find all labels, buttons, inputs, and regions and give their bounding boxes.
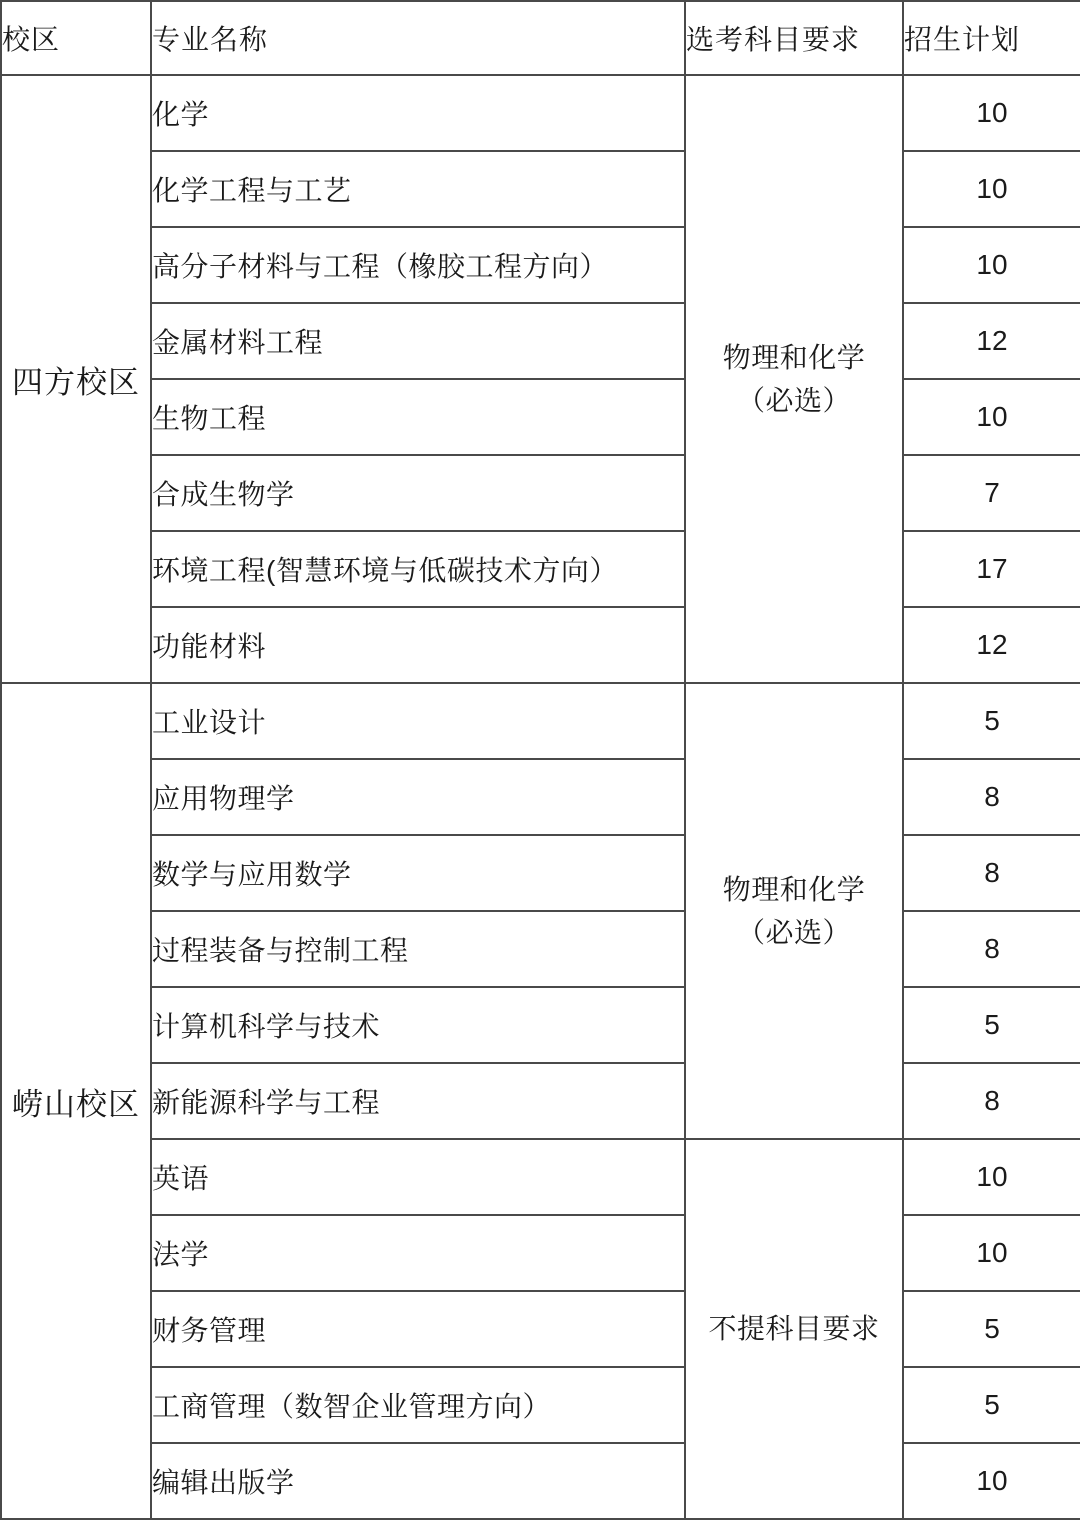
quota-cell: 12 xyxy=(903,303,1080,379)
major-cell: 工业设计 xyxy=(151,683,685,759)
table-row xyxy=(1,607,1080,683)
table-row xyxy=(1,531,1080,607)
table-row xyxy=(1,1443,1080,1519)
table-row xyxy=(1,303,1080,379)
table-row xyxy=(1,1139,1080,1215)
header-campus: 校区 xyxy=(1,1,151,75)
quota-cell: 10 xyxy=(903,75,1080,151)
subject-line-1: 物理和化学 xyxy=(722,341,866,373)
quota-cell: 5 xyxy=(903,683,1080,759)
major-cell: 过程装备与控制工程 xyxy=(151,911,685,987)
campus-cell: 崂山校区 xyxy=(1,683,151,1519)
quota-cell: 8 xyxy=(903,1063,1080,1139)
table-row xyxy=(1,75,1080,151)
quota-cell: 10 xyxy=(903,1443,1080,1519)
major-cell: 计算机科学与技术 xyxy=(151,987,685,1063)
table-row xyxy=(1,151,1080,227)
quota-cell: 10 xyxy=(903,1139,1080,1215)
quota-cell: 5 xyxy=(903,987,1080,1063)
quota-cell: 10 xyxy=(903,1215,1080,1291)
quota-cell: 7 xyxy=(903,455,1080,531)
subject-line-1: 不提科目要求 xyxy=(708,1313,880,1345)
major-cell: 财务管理 xyxy=(151,1291,685,1367)
campus-cell: 四方校区 xyxy=(1,75,151,683)
quota-cell: 8 xyxy=(903,759,1080,835)
subject-requirement-cell xyxy=(685,75,903,683)
quota-cell: 17 xyxy=(903,531,1080,607)
quota-cell: 12 xyxy=(903,607,1080,683)
major-cell: 编辑出版学 xyxy=(151,1443,685,1519)
table-row xyxy=(1,455,1080,531)
major-cell: 数学与应用数学 xyxy=(151,835,685,911)
table-row xyxy=(1,683,1080,759)
major-cell: 功能材料 xyxy=(151,607,685,683)
table-row xyxy=(1,1291,1080,1367)
major-cell: 英语 xyxy=(151,1139,685,1215)
major-cell: 金属材料工程 xyxy=(151,303,685,379)
header-major: 专业名称 xyxy=(151,1,685,75)
subject-requirement-cell xyxy=(685,1139,903,1519)
subject-line-2: （必选） xyxy=(736,917,851,948)
major-cell: 环境工程(智慧环境与低碳技术方向） xyxy=(151,531,685,607)
major-cell: 新能源科学与工程 xyxy=(151,1063,685,1139)
quota-cell: 8 xyxy=(903,835,1080,911)
major-cell: 生物工程 xyxy=(151,379,685,455)
quota-cell: 10 xyxy=(903,227,1080,303)
table-row xyxy=(1,911,1080,987)
quota-cell: 10 xyxy=(903,151,1080,227)
quota-cell: 8 xyxy=(903,911,1080,987)
subject-line-1: 物理和化学 xyxy=(722,873,866,905)
table-header-row xyxy=(1,1,1080,75)
major-cell: 应用物理学 xyxy=(151,759,685,835)
table-row xyxy=(1,379,1080,455)
header-quota: 招生计划 xyxy=(903,1,1080,75)
major-cell: 化学 xyxy=(151,75,685,151)
major-cell: 工商管理（数智企业管理方向） xyxy=(151,1367,685,1443)
table-row xyxy=(1,759,1080,835)
table-row xyxy=(1,1215,1080,1291)
quota-cell: 5 xyxy=(903,1367,1080,1443)
table-row xyxy=(1,987,1080,1063)
table-row xyxy=(1,1063,1080,1139)
quota-cell: 10 xyxy=(903,379,1080,455)
table-row xyxy=(1,227,1080,303)
major-cell: 合成生物学 xyxy=(151,455,685,531)
table-row xyxy=(1,835,1080,911)
header-subject: 选考科目要求 xyxy=(685,1,903,75)
table-row xyxy=(1,1367,1080,1443)
subject-requirement-cell xyxy=(685,683,903,1139)
major-cell: 高分子材料与工程（橡胶工程方向） xyxy=(151,227,685,303)
major-cell: 化学工程与工艺 xyxy=(151,151,685,227)
quota-cell: 5 xyxy=(903,1291,1080,1367)
subject-line-2: （必选） xyxy=(736,385,851,416)
major-cell: 法学 xyxy=(151,1215,685,1291)
